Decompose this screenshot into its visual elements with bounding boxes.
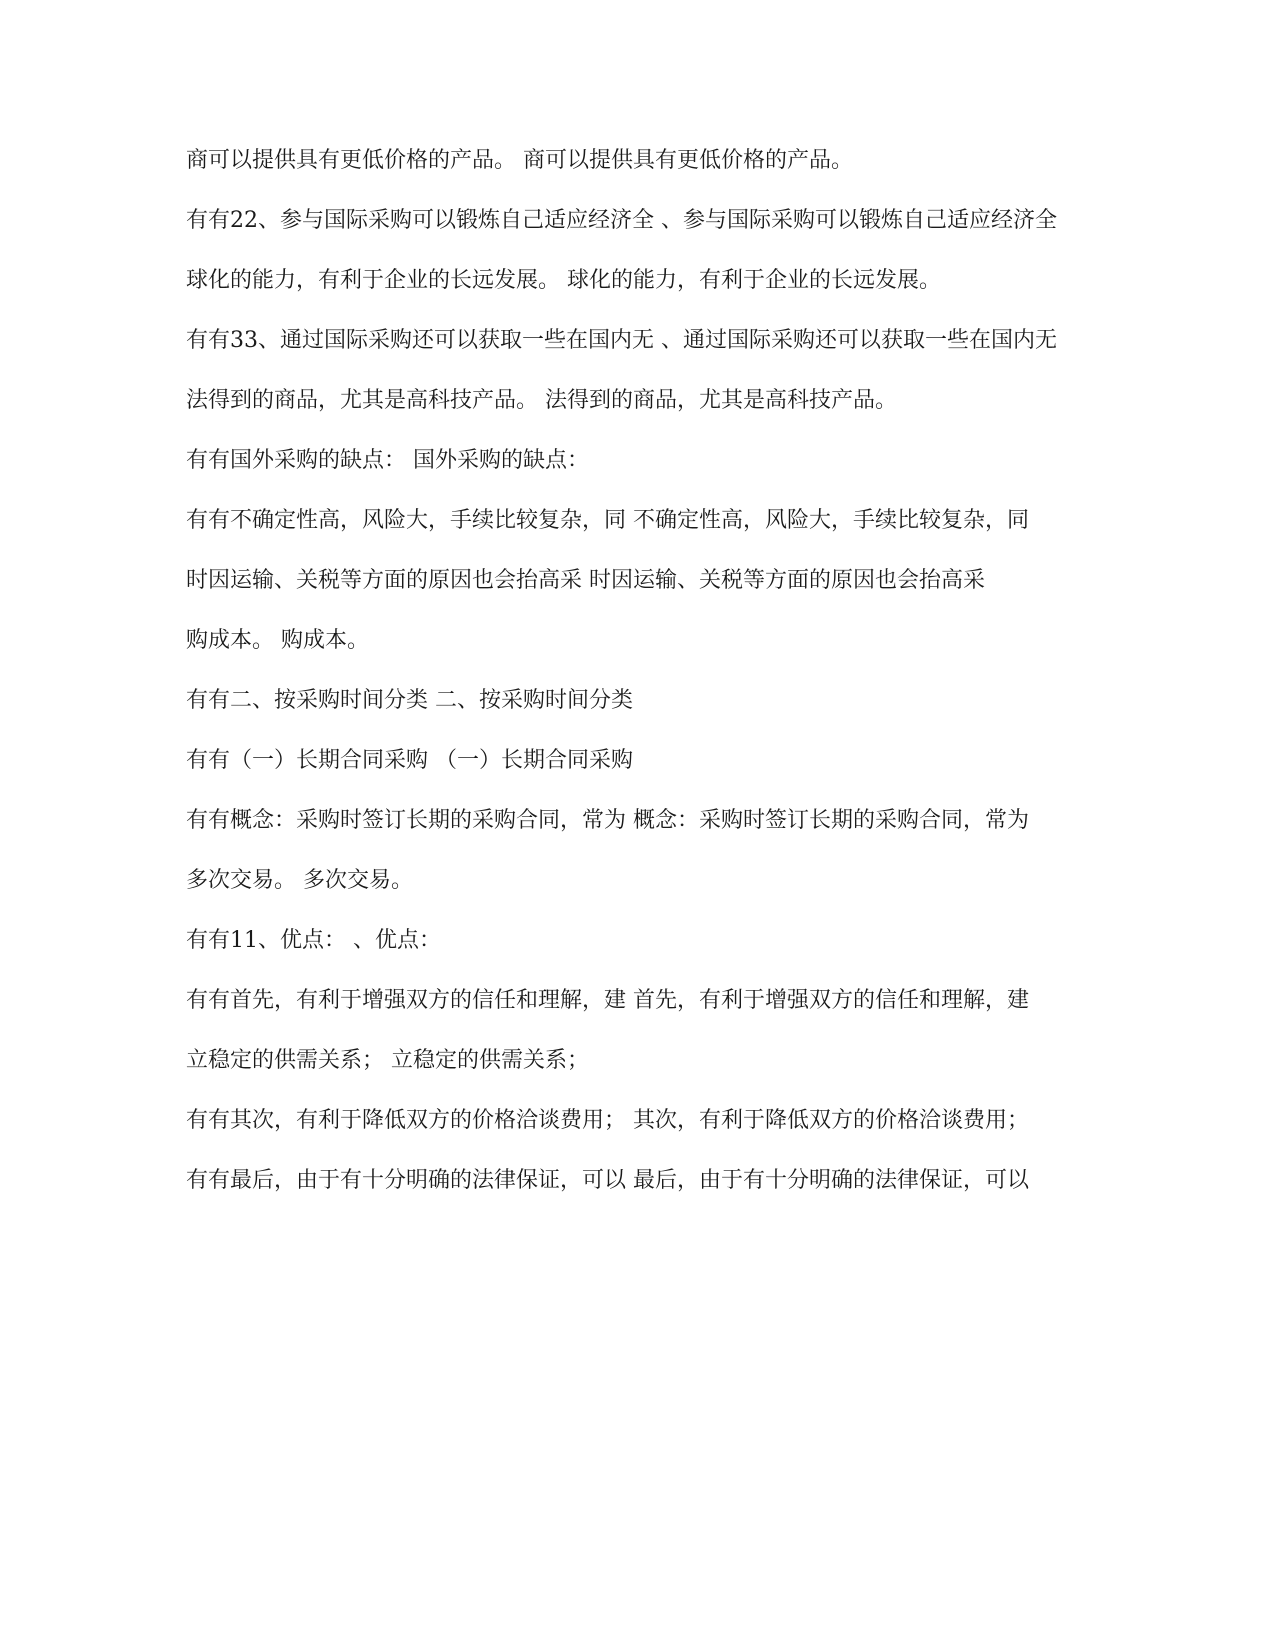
paragraph-4: 有有33、通过国际采购还可以获取一些在国内无 、通过国际采购还可以获取一些在国内无	[186, 328, 1057, 353]
paragraph-1: 商可以提供具有更低价格的产品。 商可以提供具有更低价格的产品。	[186, 148, 853, 173]
paragraph-16: 立稳定的供需关系； 立稳定的供需关系；	[186, 1048, 589, 1073]
paragraph-10: 有有二、按采购时间分类 二、按采购时间分类	[186, 688, 633, 713]
paragraph-3: 球化的能力，有利于企业的长远发展。 球化的能力，有利于企业的长远发展。	[186, 268, 941, 293]
paragraph-9: 购成本。 购成本。	[186, 628, 369, 653]
paragraph-8: 时因运输、关税等方面的原因也会抬高采 时因运输、关税等方面的原因也会抬高采	[186, 568, 985, 593]
paragraph-12: 有有概念：采购时签订长期的采购合同，常为 概念：采购时签订长期的采购合同，常为	[186, 808, 1029, 833]
paragraph-15: 有有首先，有利于增强双方的信任和理解，建 首先，有利于增强双方的信任和理解，建	[186, 988, 1029, 1013]
paragraph-14: 有有11、优点： 、优点：	[186, 928, 441, 953]
paragraph-17: 有有其次，有利于降低双方的价格洽谈费用； 其次，有利于降低双方的价格洽谈费用；	[186, 1108, 1029, 1133]
document-body	[186, 145, 1096, 1225]
paragraph-5: 法得到的商品，尤其是高科技产品。 法得到的商品，尤其是高科技产品。	[186, 388, 897, 413]
paragraph-18: 有有最后，由于有十分明确的法律保证，可以 最后，由于有十分明确的法律保证，可以	[186, 1168, 1029, 1193]
paragraph-2: 有有22、参与国际采购可以锻炼自己适应经济全 、参与国际采购可以锻炼自己适应经济全	[186, 208, 1057, 233]
paragraph-7: 有有不确定性高，风险大，手续比较复杂，同 不确定性高，风险大，手续比较复杂，同	[186, 508, 1029, 533]
paragraph-11: 有有（一）长期合同采购 （一）长期合同采购	[186, 748, 633, 773]
paragraph-6: 有有国外采购的缺点： 国外采购的缺点：	[186, 448, 589, 473]
paragraph-13: 多次交易。 多次交易。	[186, 868, 413, 893]
